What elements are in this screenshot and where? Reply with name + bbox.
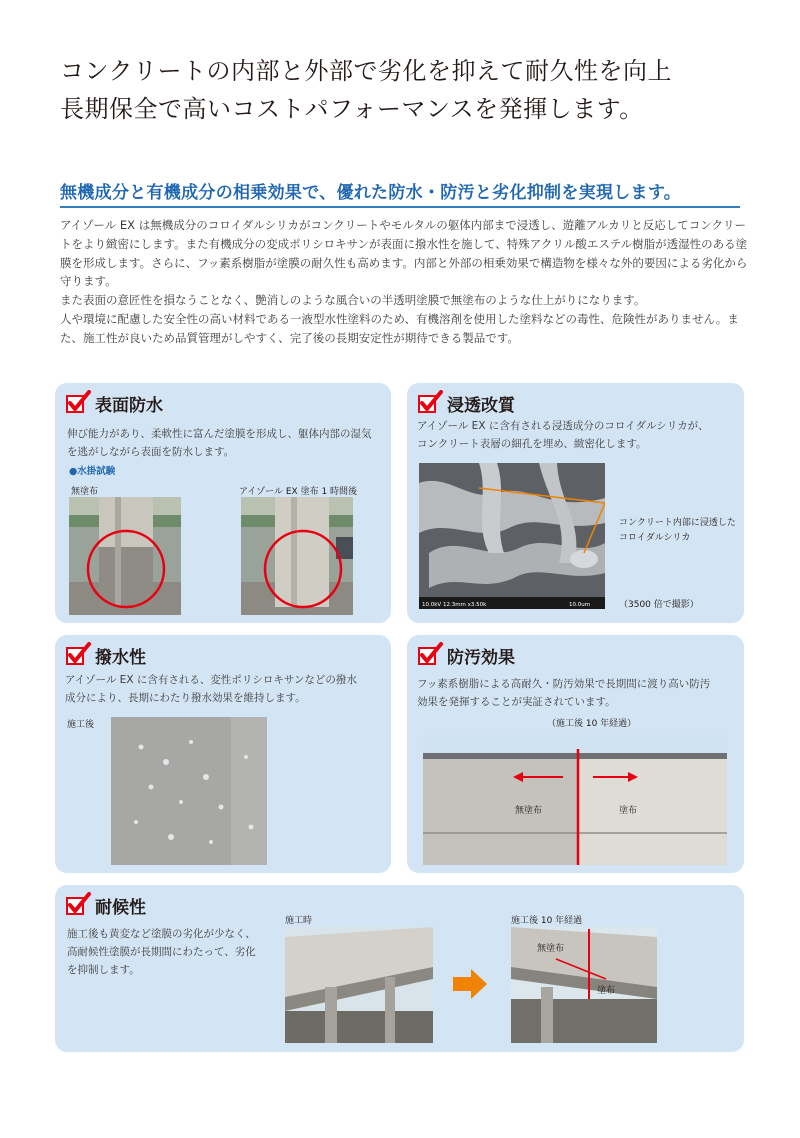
sem-info-text: 10.0kV 12.3mm x3.50k <box>422 602 487 608</box>
label-uncoated: 無塗布 <box>537 944 565 954</box>
panel-text-line-1: アイゾール EX に含有される浸透成分のコロイダルシリカが、 <box>417 420 709 432</box>
subhead-text: 無機成分と有機成分の相乗効果で、優れた防水・防汚と劣化抑制を実現します。 <box>60 183 682 203</box>
label-after-application: 施工後 <box>67 720 95 730</box>
panel-text-line-2: 効果を発揮することが実証されています。 <box>417 696 616 708</box>
photo-wall-comparison <box>423 735 727 865</box>
panel-text-line-2: 成分により、長期にわたり撥水効果を維持します。 <box>65 692 306 704</box>
panel-text <box>67 925 256 979</box>
label-uncoated: 無塗布 <box>71 487 99 497</box>
check-icon <box>65 642 91 668</box>
sem-scale-text: 10.0um <box>569 602 591 608</box>
headline-line-1: コンクリートの内部と外部で劣化を抑えて耐久性を向上 <box>60 57 673 85</box>
panel-title <box>417 641 515 669</box>
panel-title <box>65 641 146 669</box>
panel-antifouling <box>407 635 744 873</box>
photo-coated-pillar <box>241 497 353 615</box>
body-paragraph-2: また表面の意匠性を損なうことなく、艶消しのような風合いの半透明塗膜で無塗布のような仕上がりになります。 <box>60 293 646 308</box>
check-icon <box>65 390 91 416</box>
check-icon <box>417 390 443 416</box>
check-icon <box>65 892 91 918</box>
body-paragraph-3: 人や環境に配慮した安全性の高い材料である一液型水性塗料のため、有機溶剤を使用した塗料などの毒性、危険性がありません。また、施工性が良いため品質管理がしやすく、完了後の長期安定性が期待できる製品です。 <box>60 311 739 345</box>
callout-colloidal-silica <box>619 516 736 546</box>
label-coated-1h: アイゾール EX 塗布 1 時間後 <box>239 487 358 497</box>
panel-title <box>65 891 146 919</box>
panel-title-text: 浸透改質 <box>447 395 515 416</box>
label-coated: 塗布 <box>597 986 616 996</box>
label-after-ten-years: 施工後 10 年経過 <box>511 916 583 926</box>
panel-text-line-3: を抑制します。 <box>67 964 140 976</box>
panel-text-line-1: 施工後も黄変など塗膜の劣化が少なく、 <box>67 928 256 940</box>
body-text <box>60 216 750 348</box>
label-at-application: 施工時 <box>285 916 313 926</box>
photo-bridge-before <box>285 927 433 1043</box>
label-coated: 塗布 <box>619 806 638 816</box>
panel-text <box>417 417 709 453</box>
panel-text-line-1: フッ素系樹脂による高耐久・防汚効果で長期間に渡り高い防汚 <box>417 678 711 690</box>
panel-title-text: 表面防水 <box>95 395 163 416</box>
panel-text-line-1: 伸び能力があり、柔軟性に富んだ塗膜を形成し、躯体内部の湿気 <box>67 428 372 440</box>
water-test-label: ●水掛試験 <box>69 466 116 477</box>
panel-text-line-1: アイゾール EX に含有される、変性ポリシロキサンなどの撥水 <box>65 674 357 686</box>
headline <box>60 52 760 128</box>
panel-title-text: 撥水性 <box>95 647 146 668</box>
panel-text-line-2: 高耐候性塗膜が長期間にわたって、劣化 <box>67 946 256 958</box>
panel-surface-waterproof <box>55 383 391 623</box>
section-subhead <box>60 178 740 208</box>
photo-bridge-after <box>511 927 657 1043</box>
panel-text <box>67 425 372 461</box>
callout-line-2: コロイダルシリカ <box>619 533 691 543</box>
check-icon <box>417 642 443 668</box>
panel-water-repellent <box>55 635 391 873</box>
panel-text-line-2: コンクリート表層の細孔を埋め、緻密化します。 <box>417 438 647 450</box>
panel-text-line-2: を逃がしながら表面を防水します。 <box>67 446 235 458</box>
panel-title-text: 防汚効果 <box>447 647 515 668</box>
ten-years-caption: （施工後 10 年経過） <box>547 719 637 729</box>
headline-line-2: 長期保全で高いコストパフォーマンスを発揮します。 <box>60 95 644 123</box>
callout-line-1: コンクリート内部に浸透した <box>619 518 736 528</box>
panel-text <box>65 671 357 707</box>
panel-title <box>65 389 163 417</box>
photo-water-beads <box>111 717 267 865</box>
sem-micrograph <box>419 463 605 609</box>
panel-title-text: 耐候性 <box>95 897 146 918</box>
panel-text <box>417 675 710 711</box>
arrow-right-icon <box>453 969 487 999</box>
body-paragraph-1: アイゾール EX は無機成分のコロイダルシリカがコンクリートやモルタルの躯体内部まで浸透し、遊離アルカリと反応してコンクリートをより緻密にします。また有機成分の変成ポリシロキサンが表面に撥水性を施して、特殊アクリル酸エステル樹脂が透湿性のある塗膜を形成します。さらに、フッ素系樹脂が塗膜の耐久性も高めます。内部と外部の相乗効果で構造物を様々な外的要因による劣化から守ります。 <box>60 218 748 289</box>
panel-title <box>417 389 515 417</box>
magnification-caption: （3500 倍で撮影） <box>619 600 699 610</box>
panel-penetration <box>407 383 744 623</box>
photo-uncoated-pillar <box>69 497 181 615</box>
panel-weather-resistance <box>55 885 744 1052</box>
label-uncoated: 無塗布 <box>515 806 543 816</box>
